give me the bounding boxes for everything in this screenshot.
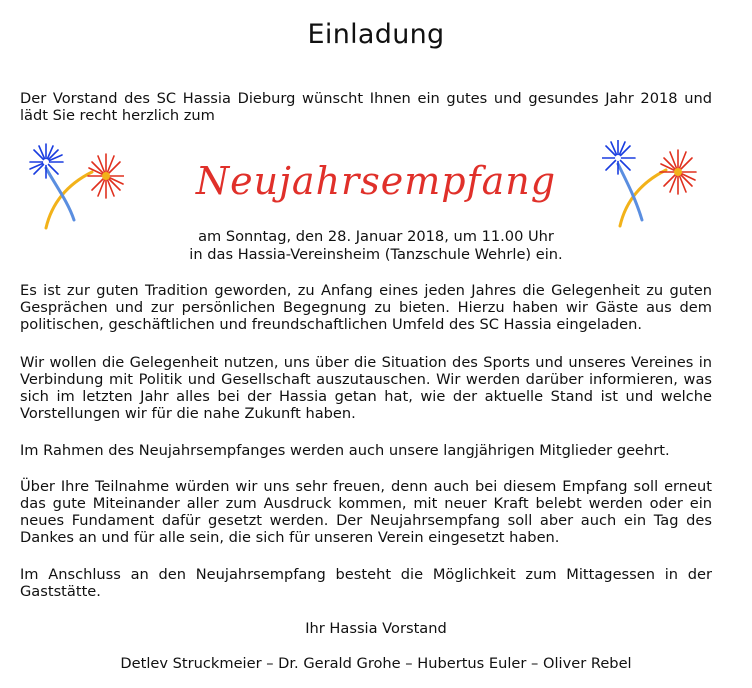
intro-text: Der Vorstand des SC Hassia Dieburg wünscht Ihnen ein gutes und gesundes Jahr 2018 und lädt Sie recht herzlich zum — [20, 90, 712, 124]
paragraph-exchange: Wir wollen die Gelegenheit nutzen, uns über die Situation des Sports und unseres Vereines in Verbindung mit Politik und Gesellschaft auszutauschen. Wir werden darüber informieren, was sich im letzten Jahr alles bei der Hassia getan hat, wie der aktuelle Stand ist und welche Vorstellungen wir für die nahe Zukunft haben. — [20, 354, 712, 422]
event-name-text: Neujahrsempfang — [195, 159, 557, 203]
paragraph-tradition: Es ist zur guten Tradition geworden, zu Anfang eines jeden Jahres die Gelegenheit zu guten Gesprächen und zur persönlichen Begegnung zu bieten. Hierzu haben wir Gäste aus dem politischen, geschäftlichen und freundschaftlichen Umfeld des SC Hassia eingeladen. — [20, 282, 712, 333]
paragraph-honours: Im Rahmen des Neujahrsempfanges werden auch unsere langjährigen Mitglieder geehrt. — [20, 442, 670, 459]
event-location-line: in das Hassia-Vereinsheim (Tanzschule Wehrle) ein. — [189, 246, 563, 263]
closing-line: Ihr Hassia Vorstand — [305, 620, 447, 637]
event-date-line: am Sonntag, den 28. Januar 2018, um 11.00 Uhr — [198, 228, 554, 245]
invitation-title: Einladung — [307, 19, 445, 50]
paragraph-participation: Über Ihre Teilnahme würden wir uns sehr freuen, denn auch bei diesem Empfang soll erneut das gute Miteinander aller zum Ausdruck kommen, mit neuer Kraft belebt werden oder ein neues Fundament dafür gesetzt werden. Der Neujahrsempfang soll aber auch ein Tag des Dankes an und für alle sein, die sich für unseren Verein eingesetzt haben. — [20, 478, 712, 546]
paragraph-lunch: Im Anschluss an den Neujahrsempfang besteht die Möglichkeit zum Mittagessen in der Gaststätte. — [20, 566, 712, 600]
signatories-line: Detlev Struckmeier – Dr. Gerald Grohe – Hubertus Euler – Oliver Rebel — [120, 655, 632, 672]
firework-right-icon — [602, 140, 698, 230]
